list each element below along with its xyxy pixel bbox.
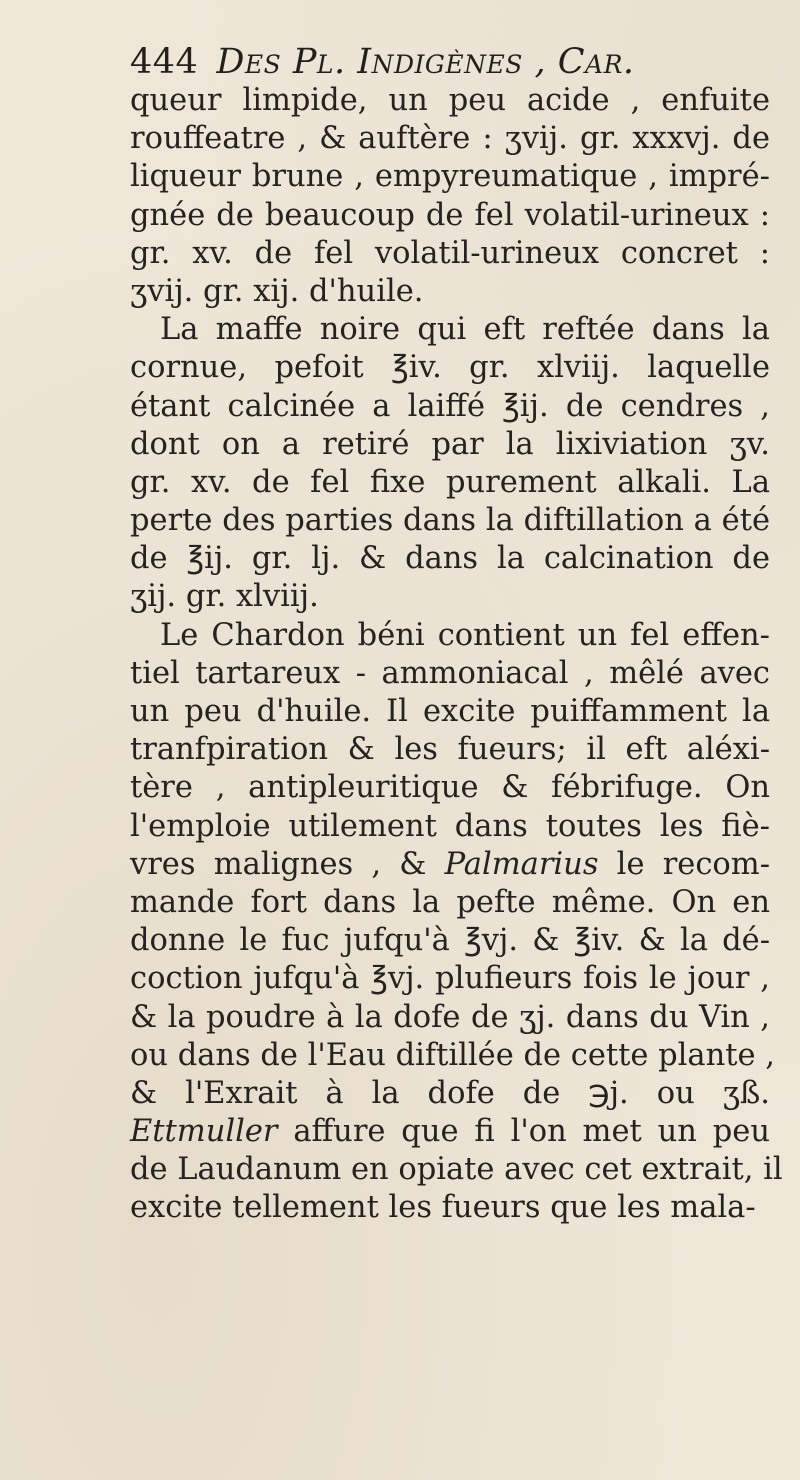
text-line-content: La maffe noire qui eft reftée dans la (160, 312, 770, 348)
text-line-content: tiel tartareux - ammoniacal , mêlé avec (130, 655, 770, 691)
text-line-content: Le Chardon béni contient un fel effen- (160, 617, 770, 653)
text-line-content: perte des parties dans la diftillation a été (130, 503, 770, 539)
text-line (130, 1113, 770, 1151)
text-line-content: coction jufqu'à ℥vj. plufieurs fois le jour , (130, 961, 770, 997)
italic-name: Palmarius (444, 846, 599, 882)
text-line (130, 502, 770, 540)
text-line (130, 197, 770, 235)
text-line-content: mande fort dans la pefte même. On en (130, 884, 770, 920)
text-line (130, 158, 770, 196)
text-line-content: ou dans de l'Eau diftillée de cette plante , (130, 1037, 775, 1073)
text-line (130, 693, 770, 731)
text-line (130, 1075, 770, 1113)
running-title: Des Pl. Indigènes , Car. (216, 42, 635, 82)
text-line (130, 426, 770, 464)
text-line-content: donne le fuc jufqu'à ℥vj. & ℥iv. & la dé- (130, 923, 770, 959)
text-line-content: gr. xv. de fel volatil-urineux concret : (130, 235, 770, 271)
text-line-content: tranfpiration & les fueurs; il eft aléxi- (130, 732, 770, 768)
text-line-content: de ℥ij. gr. lj. & dans la calcination de (130, 541, 770, 577)
text-line (130, 1037, 775, 1075)
text-line (130, 273, 770, 311)
text-line-content: de Laudanum en opiate avec cet extrait, il (130, 1152, 783, 1188)
text-line-content: vres malignes , & (130, 846, 445, 882)
text-line-content: tère , antipleuritique & fébrifuge. On (130, 770, 770, 806)
text-line-content: & la poudre à la dofe de ʒj. dans du Vin , (130, 999, 770, 1035)
text-line (130, 388, 770, 426)
text-line-content: & l'Exrait à la dofe de ℈j. ou ʒß. (130, 1075, 770, 1111)
text-line (130, 120, 770, 158)
text-line (130, 846, 770, 884)
text-line (130, 731, 770, 769)
text-line-content: rouffeatre , & auftère : ʒvij. gr. xxxvj. de (130, 121, 770, 157)
text-line-content: ʒij. gr. xlviij. (130, 579, 319, 615)
text-line (130, 617, 770, 655)
body-text (130, 82, 783, 1228)
text-line-content: liqueur brune , empyreumatique , impré- (130, 159, 770, 195)
text-line (130, 578, 770, 616)
text-line-continuation: affure que fi l'on met un peu (277, 1114, 770, 1150)
text-line-continuation: le recom- (598, 846, 770, 882)
text-line (130, 1189, 770, 1227)
text-line-content: dont on a retiré par la lixiviation ʒv. (130, 426, 770, 462)
text-line (130, 349, 770, 387)
text-line (130, 922, 770, 960)
text-line (130, 999, 770, 1037)
italic-name: Ettmuller (130, 1114, 278, 1150)
text-line-content: l'emploie utilement dans toutes les fiè- (130, 808, 770, 844)
text-line-content: gr. xv. de fel fixe purement alkali. La (130, 464, 770, 500)
text-line (130, 1151, 783, 1189)
text-line-content: étant calcinée a laiffé ℥ij. de cendres , (130, 388, 770, 424)
text-line (130, 960, 770, 998)
text-line (130, 884, 770, 922)
page-header (130, 42, 635, 82)
text-line (130, 235, 770, 273)
text-line-content: gnée de beaucoup de fel volatil-urineux : (130, 197, 770, 233)
text-line (130, 540, 770, 578)
text-line (130, 769, 770, 807)
page-number: 444 (130, 42, 199, 82)
text-line-content: cornue, pefoit ℥iv. gr. xlviij. laquelle (130, 350, 770, 386)
text-line (130, 311, 770, 349)
text-line-content: queur limpide, un peu acide , enfuite (130, 83, 770, 118)
text-line (130, 808, 770, 846)
text-line (130, 655, 770, 693)
text-line (130, 82, 770, 120)
text-line-content: un peu d'huile. Il excite puiffamment la (130, 694, 770, 729)
text-line (130, 464, 770, 502)
text-line-content: excite tellement les fueurs que les mala- (130, 1190, 756, 1226)
text-line-content: ʒvij. gr. xij. d'huile. (130, 273, 424, 309)
